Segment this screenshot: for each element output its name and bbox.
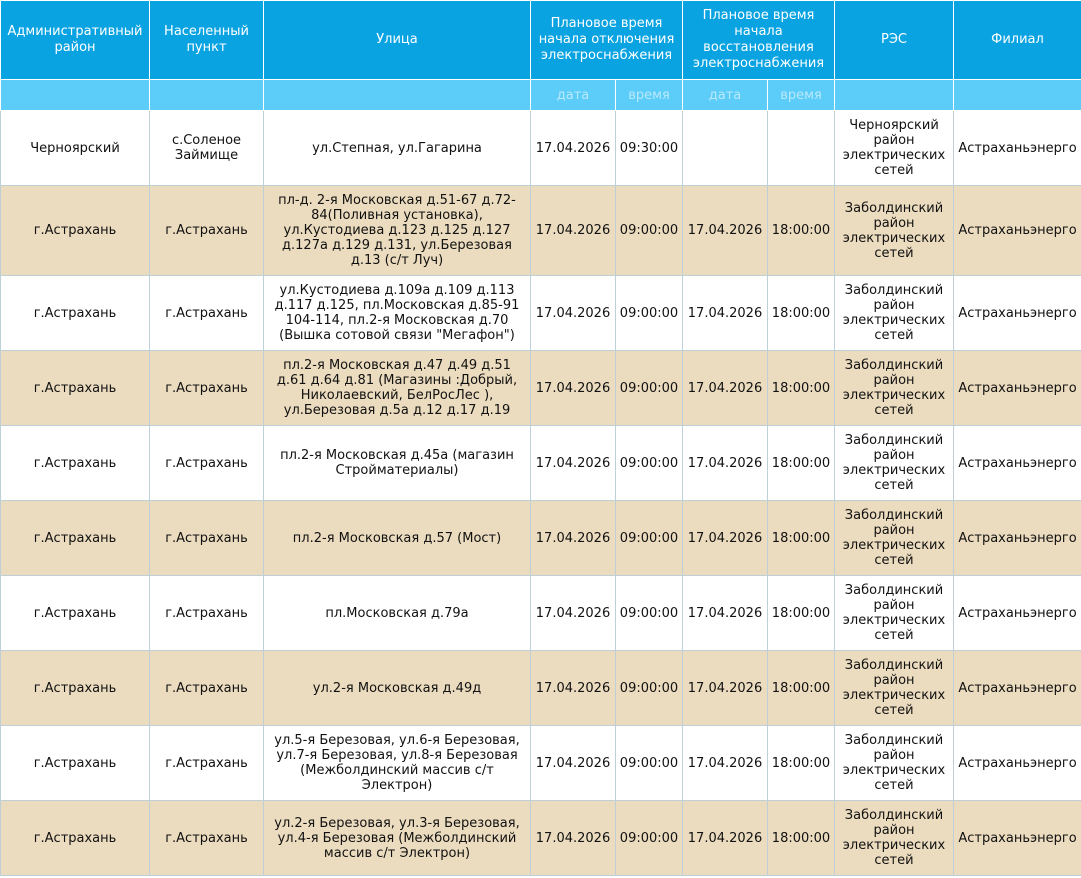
cell-off-time: 09:00:00 [616,726,683,801]
subheader-off-date: дата [531,80,616,111]
cell-restore-date: 17.04.2026 [683,351,768,426]
table-row [1,351,1081,426]
cell-restore-time: 18:00:00 [768,186,835,276]
subheader-restore-time: время [768,80,835,111]
cell-street: пл.2-я Московская д.45а (магазин Стройматериалы) [264,426,531,501]
header-row [1,1,1081,80]
cell-district: г.Астрахань [1,801,150,876]
cell-restore-time: 18:00:00 [768,351,835,426]
cell-res: Заболдинский район электрических сетей [835,426,954,501]
cell-res: Заболдинский район электрических сетей [835,186,954,276]
cell-branch: Астраханьэнерго [954,501,1081,576]
cell-district: г.Астрахань [1,426,150,501]
cell-locality: г.Астрахань [150,351,264,426]
table-row [1,801,1081,876]
cell-res: Заболдинский район электрических сетей [835,726,954,801]
cell-street: ул.2-я Московская д.49д [264,651,531,726]
cell-branch: Астраханьэнерго [954,651,1081,726]
cell-locality: г.Астрахань [150,501,264,576]
cell-locality: г.Астрахань [150,426,264,501]
subheader-empty [264,80,531,111]
cell-restore-time: 18:00:00 [768,276,835,351]
subheader-row [1,80,1081,111]
cell-res: Заболдинский район электрических сетей [835,351,954,426]
table-row [1,186,1081,276]
cell-restore-time: 18:00:00 [768,651,835,726]
cell-street: ул.5-я Березовая, ул.6-я Березовая, ул.7-я Березовая, ул.8-я Березовая (Межболдинский массив с/т Электрон) [264,726,531,801]
cell-restore-time: 18:00:00 [768,501,835,576]
subheader-empty [1,80,150,111]
table-row [1,501,1081,576]
cell-off-time: 09:00:00 [616,501,683,576]
cell-locality: с.Соленое Займище [150,111,264,186]
cell-res: Заболдинский район электрических сетей [835,276,954,351]
cell-off-time: 09:00:00 [616,186,683,276]
cell-district: Черноярский [1,111,150,186]
cell-off-time: 09:00:00 [616,651,683,726]
cell-restore-date: 17.04.2026 [683,186,768,276]
cell-res: Заболдинский район электрических сетей [835,651,954,726]
cell-street: пл.2-я Московская д.47 д.49 д.51 д.61 д.64 д.81 (Магазины :Добрый, Николаевский, БелРосЛес ), ул.Березовая д.5а д.12 д.17 д.19 [264,351,531,426]
cell-district: г.Астрахань [1,726,150,801]
table-row [1,426,1081,501]
table-row [1,651,1081,726]
table-row [1,276,1081,351]
cell-street: ул.Кустодиева д.109а д.109 д.113 д.117 д.125, пл.Московская д.85-91 104-114, пл.2-я Московская д.70 (Вышка сотовой связи "Мегафон") [264,276,531,351]
cell-restore-date: 17.04.2026 [683,276,768,351]
cell-district: г.Астрахань [1,276,150,351]
cell-restore-time: 18:00:00 [768,801,835,876]
subheader-empty [835,80,954,111]
subheader-off-time: время [616,80,683,111]
column-header-restore-time: Плановое время начала восстановления электроснабжения [683,1,835,80]
cell-branch: Астраханьэнерго [954,351,1081,426]
cell-branch: Астраханьэнерго [954,801,1081,876]
cell-off-date: 17.04.2026 [531,186,616,276]
cell-off-time: 09:00:00 [616,801,683,876]
cell-locality: г.Астрахань [150,801,264,876]
cell-restore-time [768,111,835,186]
cell-district: г.Астрахань [1,186,150,276]
cell-off-date: 17.04.2026 [531,276,616,351]
cell-off-date: 17.04.2026 [531,351,616,426]
cell-restore-date: 17.04.2026 [683,501,768,576]
column-header-locality: Населенный пункт [150,1,264,80]
cell-branch: Астраханьэнерго [954,111,1081,186]
cell-locality: г.Астрахань [150,276,264,351]
cell-restore-time: 18:00:00 [768,726,835,801]
cell-district: г.Астрахань [1,501,150,576]
cell-res: Заболдинский район электрических сетей [835,576,954,651]
cell-branch: Астраханьэнерго [954,186,1081,276]
column-header-res: РЭС [835,1,954,80]
cell-res: Заболдинский район электрических сетей [835,501,954,576]
cell-branch: Астраханьэнерго [954,576,1081,651]
subheader-restore-date: дата [683,80,768,111]
cell-locality: г.Астрахань [150,726,264,801]
table-row [1,111,1081,186]
table-row [1,576,1081,651]
cell-off-date: 17.04.2026 [531,111,616,186]
cell-off-date: 17.04.2026 [531,651,616,726]
cell-res: Черноярский район электрических сетей [835,111,954,186]
cell-restore-date: 17.04.2026 [683,426,768,501]
cell-off-date: 17.04.2026 [531,426,616,501]
cell-off-time: 09:30:00 [616,111,683,186]
cell-street: ул.2-я Березовая, ул.3-я Березовая, ул.4-я Березовая (Межболдинский массив с/т Электрон) [264,801,531,876]
cell-restore-time: 18:00:00 [768,426,835,501]
cell-district: г.Астрахань [1,651,150,726]
column-header-district: Административный район [1,1,150,80]
table-body [1,111,1081,876]
cell-res: Заболдинский район электрических сетей [835,801,954,876]
column-header-branch: Филиал [954,1,1081,80]
column-header-street: Улица [264,1,531,80]
cell-off-date: 17.04.2026 [531,726,616,801]
cell-district: г.Астрахань [1,351,150,426]
cell-branch: Астраханьэнерго [954,426,1081,501]
cell-off-time: 09:00:00 [616,426,683,501]
cell-locality: г.Астрахань [150,186,264,276]
cell-street: пл-д. 2-я Московская д.51-67 д.72-84(Поливная установка), ул.Кустодиева д.123 д.125 д.127 д.127а д.129 д.131, ул.Березовая д.13 (с/т Луч) [264,186,531,276]
cell-street: ул.Степная, ул.Гагарина [264,111,531,186]
subheader-empty [954,80,1081,111]
cell-off-time: 09:00:00 [616,351,683,426]
cell-branch: Астраханьэнерго [954,276,1081,351]
cell-off-date: 17.04.2026 [531,801,616,876]
cell-off-date: 17.04.2026 [531,501,616,576]
cell-locality: г.Астрахань [150,576,264,651]
table-row [1,726,1081,801]
cell-locality: г.Астрахань [150,651,264,726]
column-header-off-time: Плановое время начала отключения электроснабжения [531,1,683,80]
cell-restore-date [683,111,768,186]
cell-restore-date: 17.04.2026 [683,576,768,651]
cell-restore-date: 17.04.2026 [683,726,768,801]
cell-restore-date: 17.04.2026 [683,801,768,876]
cell-street: пл.2-я Московская д.57 (Мост) [264,501,531,576]
cell-off-time: 09:00:00 [616,576,683,651]
cell-branch: Астраханьэнерго [954,726,1081,801]
cell-street: пл.Московская д.79а [264,576,531,651]
cell-district: г.Астрахань [1,576,150,651]
cell-off-date: 17.04.2026 [531,576,616,651]
cell-restore-time: 18:00:00 [768,576,835,651]
cell-off-time: 09:00:00 [616,276,683,351]
subheader-empty [150,80,264,111]
cell-restore-date: 17.04.2026 [683,651,768,726]
